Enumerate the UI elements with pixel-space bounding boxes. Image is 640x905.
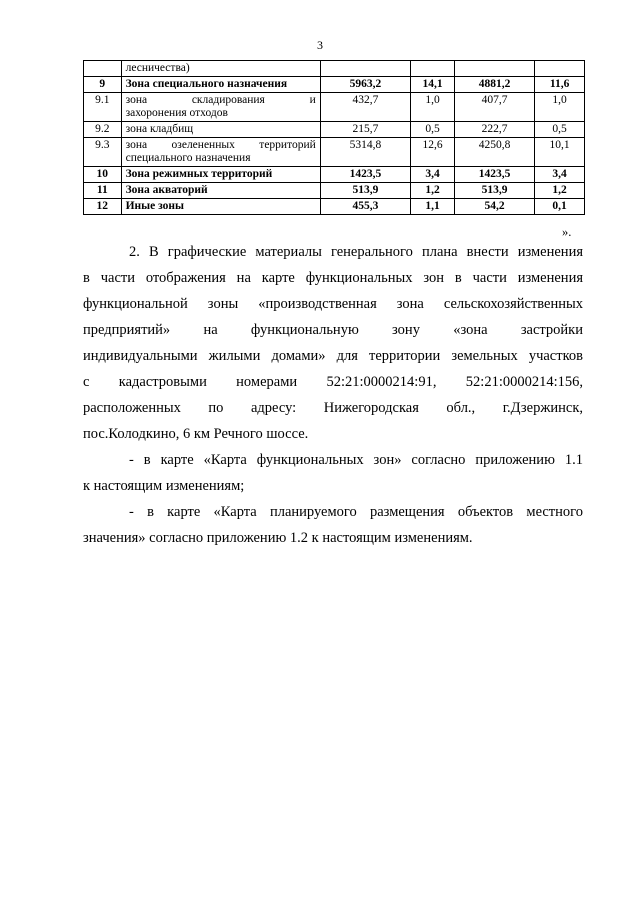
zone-name-line: зона складирования и (125, 94, 316, 106)
share-value-2 (535, 61, 585, 77)
row-number (84, 61, 122, 77)
zone-name-line: захоронения отходов (125, 107, 228, 119)
text-line: пос.Колодкино, 6 км Речного шоссе. (83, 426, 309, 442)
row-number: 11 (84, 183, 122, 199)
zone-name (121, 183, 320, 199)
zone-name-line: зона кладбищ (125, 123, 194, 135)
row-number: 9 (84, 77, 122, 93)
zone-name-line: лесничества) (125, 62, 190, 74)
table-row (84, 61, 585, 77)
text-line: индивидуальными жилыми домами» для территории земельных участков (83, 348, 583, 364)
area-value-2: 407,7 (454, 93, 534, 122)
zone-name (121, 138, 320, 167)
share-value-2: 11,6 (535, 77, 585, 93)
table-row (84, 167, 585, 183)
text-line: с кадастровыми номерами 52:21:0000214:91, 52:21:0000214:156, (83, 374, 583, 390)
text-line: к настоящим изменениям; (83, 478, 245, 494)
row-number: 10 (84, 167, 122, 183)
text-line: предприятий» на функциональную зону «зона застройки (83, 322, 583, 338)
text-line: значения» согласно приложению 1.2 к настоящим изменениям. (83, 530, 473, 546)
share-value-2: 3,4 (535, 167, 585, 183)
area-value-1: 432,7 (320, 93, 410, 122)
closing-quote: ». (562, 225, 572, 239)
table-row (84, 77, 585, 93)
area-value-2: 4250,8 (454, 138, 534, 167)
share-value-1: 3,4 (411, 167, 455, 183)
area-value-2: 222,7 (454, 122, 534, 138)
area-value-1: 455,3 (320, 199, 410, 215)
zone-name-line: Зона специального назначения (125, 78, 288, 90)
text-line: в части отображения на карте функциональных зон в части изменения (83, 270, 583, 286)
area-value-1 (320, 61, 410, 77)
share-value-2: 10,1 (535, 138, 585, 167)
area-value-2: 54,2 (454, 199, 534, 215)
text-line: расположенных по адресу: Нижегородская обл., г.Дзержинск, (83, 400, 583, 416)
area-value-1: 5314,8 (320, 138, 410, 167)
zones-table (83, 60, 585, 215)
area-value-2: 1423,5 (454, 167, 534, 183)
paragraph-2 (83, 239, 583, 447)
zone-name-line: Зона акваторий (125, 184, 208, 196)
share-value-1 (411, 61, 455, 77)
share-value-2: 1,2 (535, 183, 585, 199)
area-value-1: 215,7 (320, 122, 410, 138)
text-line: - в карте «Карта функциональных зон» согласно приложению 1.1 (129, 452, 583, 468)
table-row (84, 93, 585, 122)
zone-name (121, 77, 320, 93)
area-value-1: 513,9 (320, 183, 410, 199)
table-row (84, 138, 585, 167)
zone-name-line: специального назначения (125, 152, 251, 164)
share-value-1: 12,6 (411, 138, 455, 167)
text-line: - в карте «Карта планируемого размещения объектов местного (129, 504, 583, 520)
area-value-2 (454, 61, 534, 77)
row-number: 9.1 (84, 93, 122, 122)
zone-name (121, 199, 320, 215)
zone-name-line: Зона режимных территорий (125, 168, 273, 180)
list-item-map-zones (83, 447, 583, 499)
list-item-map-objects (83, 499, 583, 551)
area-value-2: 513,9 (454, 183, 534, 199)
share-value-2: 0,5 (535, 122, 585, 138)
area-value-2: 4881,2 (454, 77, 534, 93)
share-value-1: 1,2 (411, 183, 455, 199)
share-value-2: 0,1 (535, 199, 585, 215)
text-line: 2. В графические материалы генерального плана внести изменения (129, 244, 583, 260)
share-value-2: 1,0 (535, 93, 585, 122)
share-value-1: 1,1 (411, 199, 455, 215)
area-value-1: 5963,2 (320, 77, 410, 93)
share-value-1: 1,0 (411, 93, 455, 122)
zone-name (121, 167, 320, 183)
row-number: 12 (84, 199, 122, 215)
page-number: 3 (317, 38, 323, 52)
row-number: 9.2 (84, 122, 122, 138)
zone-name-line: зона озелененных территорий (125, 139, 316, 151)
share-value-1: 14,1 (411, 77, 455, 93)
zone-name (121, 61, 320, 77)
table-row (84, 199, 585, 215)
table-row (84, 183, 585, 199)
zone-name-line: Иные зоны (125, 200, 185, 212)
share-value-1: 0,5 (411, 122, 455, 138)
text-line: функциональной зоны «производственная зона сельскохозяйственных (83, 296, 583, 312)
area-value-1: 1423,5 (320, 167, 410, 183)
table-row (84, 122, 585, 138)
zone-name (121, 93, 320, 122)
row-number: 9.3 (84, 138, 122, 167)
zone-name (121, 122, 320, 138)
